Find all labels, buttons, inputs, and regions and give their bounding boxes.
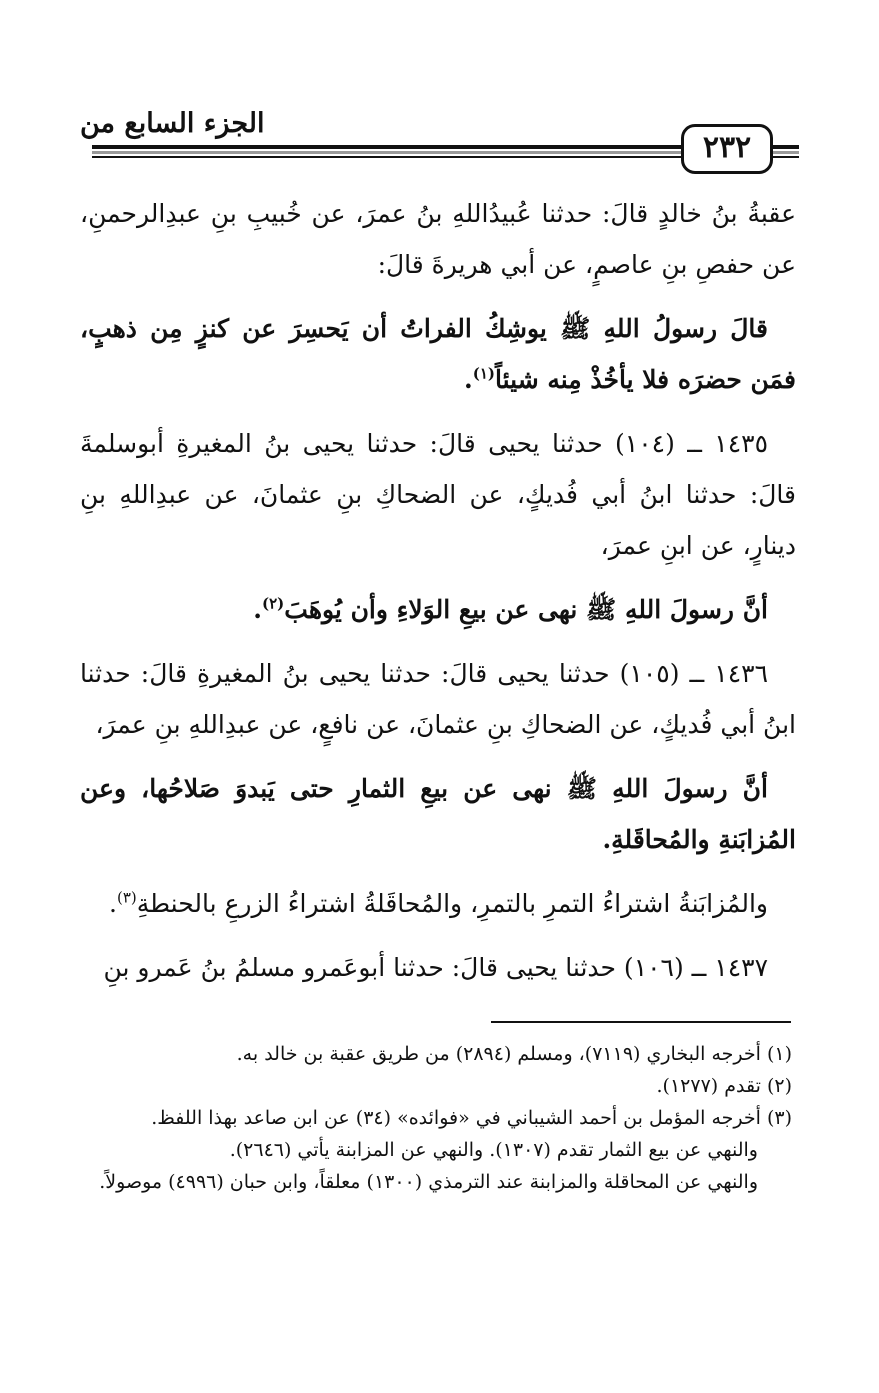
paragraph-end: . bbox=[464, 365, 473, 394]
footnote-continuation: والنهي عن المحاقلة والمزابنة عند الترمذي (١٣٠٠) معلقاً، وابن حبان (٤٩٩٦) موصولاً. bbox=[99, 1171, 758, 1193]
paragraph-text: قالَ رسولُ اللهِ ﷺ يوشِكُ الفراتُ أن يَحسِرَ عن كنزٍ مِن ذهبٍ، فمَن حضرَه فلا يأخُذْ مِنه شيئاً bbox=[80, 314, 796, 394]
footnotes bbox=[80, 1038, 792, 1198]
footnote-ref: (٣) bbox=[116, 888, 137, 907]
paragraph bbox=[80, 942, 796, 993]
footnote-ref: (١) bbox=[472, 364, 495, 383]
paragraph-text: والمُزابَنةُ اشتراءُ التمرِ بالتمرِ، والمُحاقَلةُ اشتراءُ الزرعِ بالحنطةِ bbox=[136, 889, 768, 918]
paragraph bbox=[80, 303, 796, 405]
paragraph-text: ١٤٣٥ ــ (١٠٤) حدثنا يحيى قالَ: حدثنا يحيى بنُ المغيرةِ أبوسلمةَ قالَ: حدثنا ابنُ أبي فُديكٍ، عن الضحاكِ بنِ عثمانَ، عن عبدِاللهِ بنِ دينارٍ، عن ابنِ عمرَ، bbox=[80, 429, 796, 560]
running-header-title: الجزء السابع من bbox=[80, 108, 265, 139]
footnote-number: (٢) bbox=[766, 1075, 792, 1097]
paragraph-text: ١٤٣٧ ــ (١٠٦) حدثنا يحيى قالَ: حدثنا أبوعَمرو مسلمُ بنُ عَمرو بنِ bbox=[103, 953, 768, 982]
paragraph-text: أنَّ رسولَ اللهِ ﷺ نهى عن بيعِ الوَلاءِ وأن يُوهَبَ bbox=[284, 595, 768, 624]
paragraph-end: . bbox=[109, 889, 117, 918]
paragraph bbox=[80, 648, 796, 750]
footnote-text: أخرجه المؤمل بن أحمد الشيباني في «فوائده» (٣٤) عن ابن صاعد بهذا اللفظ. bbox=[151, 1107, 761, 1129]
footnote bbox=[80, 1070, 792, 1102]
paragraph-text: أنَّ رسولَ اللهِ ﷺ نهى عن بيعِ الثمارِ حتى يَبدوَ صَلاحُها، وعن المُزابَنةِ والمُحاقَلةِ. bbox=[80, 774, 796, 854]
footnote-text: أخرجه البخاري (٧١١٩)، ومسلم (٢٨٩٤) من طريق عقبة بن خالد به. bbox=[236, 1043, 761, 1065]
footnote-text: تقدم (١٢٧٧). bbox=[656, 1075, 761, 1097]
footnote bbox=[80, 1038, 792, 1070]
page-number: ٢٣٢ bbox=[681, 124, 773, 174]
paragraph bbox=[80, 763, 796, 865]
footnote-number: (٣) bbox=[766, 1107, 792, 1129]
paragraph bbox=[80, 584, 796, 635]
main-text bbox=[80, 188, 796, 1006]
footnote-separator bbox=[491, 1021, 791, 1023]
page-number-tab bbox=[773, 145, 799, 158]
footnote-number: (١) bbox=[766, 1043, 792, 1065]
header-rule-shade bbox=[92, 151, 682, 154]
paragraph bbox=[80, 878, 796, 929]
paragraph-text: ١٤٣٦ ــ (١٠٥) حدثنا يحيى قالَ: حدثنا يحيى بنُ المغيرةِ قالَ: حدثنا ابنُ أبي فُديكٍ، عن الضحاكِ بنِ عثمانَ، عن نافعٍ، عن عبدِاللهِ بنِ عمرَ، bbox=[80, 659, 796, 739]
header-rule bbox=[92, 145, 682, 149]
footnote bbox=[80, 1102, 792, 1198]
footnote-ref: (٢) bbox=[261, 594, 285, 613]
paragraph-text: عقبةُ بنُ خالدٍ قالَ: حدثنا عُبيدُاللهِ بنُ عمرَ، عن خُبيبِ بنِ عبدِالرحمنِ، عن حفصِ بنِ عاصمٍ، عن أبي هريرةَ قالَ: bbox=[80, 199, 796, 279]
paragraph bbox=[80, 188, 796, 290]
footnote-continuation: والنهي عن بيع الثمار تقدم (١٣٠٧). والنهي عن المزابنة يأتي (٢٦٤٦). bbox=[229, 1139, 758, 1161]
header-rule-thin bbox=[92, 156, 682, 158]
paragraph-end: . bbox=[253, 595, 262, 624]
paragraph bbox=[80, 418, 796, 571]
